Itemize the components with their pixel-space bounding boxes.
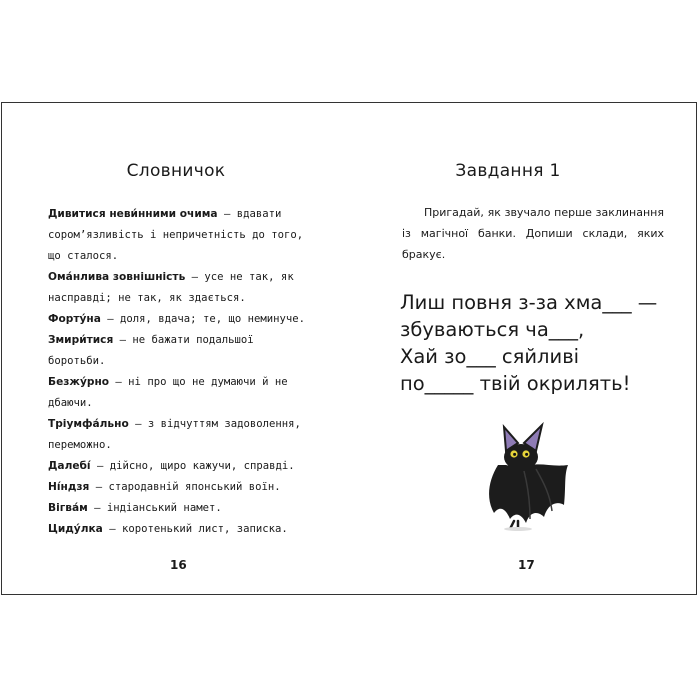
glossary-term: Ні́ндзя (48, 481, 90, 493)
bat-illustration (484, 421, 576, 531)
glossary-definition: — коротенький лист, записка. (102, 523, 288, 535)
glossary-term: Тріумфа́льно (48, 418, 129, 430)
glossary-definition: — доля, вдача; те, що неминуче. (100, 313, 305, 325)
poem (400, 289, 690, 397)
glossary-definition: — вдавати сором’язливість і непричетність до того, що сталося. (48, 208, 304, 262)
glossary-definition: — стародавній японський воїн. (89, 481, 281, 493)
glossary-definition: — індіанський намет. (87, 502, 222, 514)
glossary-term: Дивитися неви́нними очима (48, 208, 218, 220)
glossary-entry (48, 204, 310, 267)
right-page (350, 103, 698, 594)
task-title: Завдання 1 (455, 161, 561, 181)
glossary-term: Змири́тися (48, 334, 114, 346)
glossary-term: Вігва́м (48, 502, 88, 514)
glossary-entry (48, 456, 310, 477)
glossary-entry (48, 519, 310, 540)
glossary-term: Форту́на (48, 313, 101, 325)
page-number: 16 (170, 558, 187, 572)
glossary-entry (48, 267, 310, 309)
glossary-definition: — ні про що не думаючи й не дбаючи. (48, 376, 288, 409)
glossary-entry (48, 330, 310, 372)
poem-line: збуваються ча___, (400, 318, 585, 341)
glossary-entry (48, 309, 310, 330)
page-title: Словничок (126, 161, 226, 181)
glossary-entry (48, 372, 310, 414)
glossary-term: Безжу́рно (48, 376, 110, 388)
poem-line: по_____ твій окрилять! (400, 372, 631, 395)
poem-line: Хай зо___ сяйливі (400, 345, 580, 368)
task-instructions: Пригадай, як звучало перше заклинання із магічної банки. Допиши склади, яких бракує. (402, 206, 664, 261)
glossary-entry (48, 498, 310, 519)
glossary-list (48, 204, 310, 540)
page-number: 17 (518, 558, 535, 572)
glossary-term: Циду́лка (48, 523, 103, 535)
glossary-definition: — дійсно, щиро кажучи, справді. (90, 460, 295, 472)
poem-line: Лиш повня з-за хма___ — (400, 291, 658, 314)
glossary-definition: — не бажати подальшої боротьби. (48, 334, 254, 367)
glossary-entry (48, 477, 310, 498)
glossary-entry (48, 414, 310, 456)
glossary-definition: — усе не так, як насправді; не так, як здається. (48, 271, 294, 304)
glossary-term: Далебі́ (48, 460, 91, 472)
glossary-term: Ома́нлива зовнішність (48, 271, 186, 283)
left-page (2, 103, 350, 594)
glossary-definition: — з відчуттям задоволення, переможно. (48, 418, 301, 451)
book-spread (1, 102, 697, 595)
